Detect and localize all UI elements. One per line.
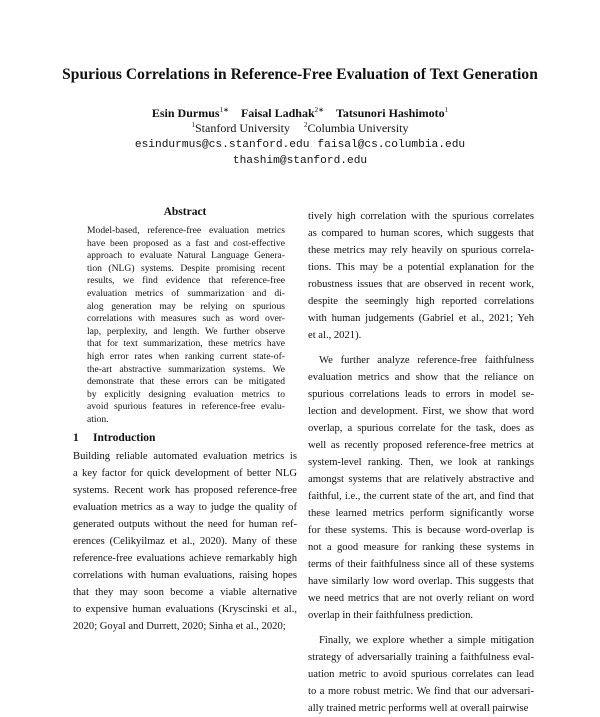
paragraph <box>308 208 534 344</box>
text-line: correlations with human evaluations, raising hopes <box>73 570 297 581</box>
abstract-body <box>87 225 285 427</box>
section-number: 1 <box>73 432 79 444</box>
text-line: evaluation metrics as a way to judge the quality of <box>73 502 297 513</box>
abstract-heading: Abstract <box>163 206 207 218</box>
text-line: 2020; Goyal and Durrett, 2020; Sinha et al., 2020; <box>73 621 286 632</box>
text-line: faithful, i.e., the current state of the art, and find that <box>308 491 534 502</box>
text-line: ally trained metric performs well at overall pairwise <box>308 703 529 714</box>
text-line: we need metrics that are not overly reliant on word <box>308 593 534 604</box>
author-mark: 2∗ <box>314 106 325 114</box>
author-name: Tatsunori Hashimoto <box>336 106 445 120</box>
paragraph <box>308 632 534 717</box>
text-line: these learned metrics perform significantly worse <box>308 508 534 519</box>
text-line: well as recently proposed reference-free metrics at <box>308 440 534 451</box>
text-line: demonstrate that these errors can be mitigated <box>87 376 285 388</box>
text-line: by explicitly designing evaluation metrics to <box>87 388 285 400</box>
text-line: despite the seemingly high reported correlations <box>308 296 534 307</box>
text-line: for these systems. This is because word-overlap is <box>308 525 534 536</box>
text-line: uation metric to avoid spurious correlates can lead <box>308 669 534 680</box>
text-line: a key factor for quick development of better NLG <box>73 468 297 479</box>
text-line: strategy of adversarially training a faithfulness eval- <box>308 652 534 663</box>
text-line: spurious correlations leads to errors in model se- <box>308 389 534 400</box>
text-line: evaluation metrics and show that the reliance on <box>308 372 534 383</box>
paper-title: Spurious Correlations in Reference-Free Evaluation of Text Generation <box>62 66 538 83</box>
author-mark: 1 <box>444 106 449 114</box>
text-line: systems. Recent work has proposed reference-free <box>73 485 297 496</box>
affiliation-mark: 1 <box>191 121 195 129</box>
email-address: esindurmus@cs.stanford.edu <box>134 139 310 151</box>
text-line: tively high correlation with the spurious correlates <box>308 211 534 222</box>
affiliation-name: Stanford University <box>195 121 290 135</box>
text-line: system-level ranking. Then, we look at rankings <box>308 457 534 468</box>
author-mark: 1∗ <box>219 106 229 114</box>
text-line: overlap in their faithfulness prediction. <box>308 610 474 621</box>
text-line: these metrics may rely heavily on spurious correla- <box>308 245 534 256</box>
text-line: Building reliable automated evaluation metrics is <box>73 451 297 462</box>
text-line: avoid spurious features in reference-free evalu- <box>87 401 285 413</box>
text-line: ation. <box>87 413 109 425</box>
text-line: robustness issues that are observed in recent work, <box>308 279 534 290</box>
text-line: that they may soon become a viable alternative <box>73 587 297 598</box>
text-line: not a good measure for ranking these systems in <box>308 542 534 553</box>
right-column-body <box>308 208 534 717</box>
text-line: with human judgements (Gabriel et al., 2021; Yeh <box>308 313 534 324</box>
text-line: that for text summarization, these metrics have <box>87 338 285 350</box>
text-line: erences (Celikyilmaz et al., 2020). Many of these <box>73 536 297 547</box>
section-heading-introduction <box>73 432 293 444</box>
affiliation-name: Columbia University <box>307 121 409 135</box>
text-line: to a more robust metric. We find that our adversari- <box>308 686 534 697</box>
text-line: generated outputs without the need for human ref- <box>73 519 297 530</box>
text-line: terms of their faithfulness since all of these systems <box>308 559 534 570</box>
paragraph <box>308 352 534 624</box>
text-line: reference-free evaluations achieve remarkably high <box>73 553 297 564</box>
introduction-body <box>73 448 297 635</box>
text-line: have similarly low word overlap. This suggests that <box>308 576 534 587</box>
email-address: faisal@cs.columbia.edu <box>317 139 466 151</box>
author-name: Faisal Ladhak <box>240 106 315 120</box>
email-address: thashim@stanford.edu <box>232 155 368 167</box>
author-list <box>0 106 600 121</box>
text-line: the-art abstractive summarization systems. We <box>87 363 285 375</box>
text-line: evaluation metrics of summarization and di- <box>87 287 285 299</box>
email-list <box>0 137 600 169</box>
text-line: tion (NLG) systems. Despite promising recent <box>87 262 285 274</box>
text-line: high error rates when ranking current state-of- <box>87 350 285 362</box>
text-line: Model-based, reference-free evaluation metrics <box>87 225 285 236</box>
text-line: correlations with measures such as word over- <box>87 313 285 325</box>
text-line: amongst systems that are relatively abstractive and <box>308 474 534 485</box>
affiliation-list <box>0 121 600 136</box>
text-line: to expensive human evaluations (Kryscinski et al., <box>73 604 297 615</box>
text-line: approach to evaluate Natural Language Genera- <box>87 250 285 262</box>
text-line: results, we find evidence that reference-free <box>87 275 285 287</box>
text-line: overlap, a spurious correlate for the task, does as <box>308 423 534 434</box>
text-line: We further analyze reference-free faithfulness <box>319 355 534 366</box>
text-line: alog generation may be relying on spurious <box>87 300 285 312</box>
text-line: Finally, we explore whether a simple mitigation <box>319 635 534 646</box>
text-line: et al., 2021). <box>308 330 362 341</box>
affiliation-mark: 2 <box>304 121 308 129</box>
text-line: lap, perplexity, and length. We further observe <box>87 325 285 337</box>
author-name: Esin Durmus <box>151 106 220 120</box>
text-line: have been proposed as a fast and cost-effective <box>87 237 285 249</box>
text-line: lection and development. First, we show that word <box>308 406 534 417</box>
text-line: as compared to human scores, which suggests that <box>308 228 534 239</box>
section-title: Introduction <box>93 432 156 444</box>
text-line: tions. This may be a potential explanation for the <box>308 262 534 273</box>
